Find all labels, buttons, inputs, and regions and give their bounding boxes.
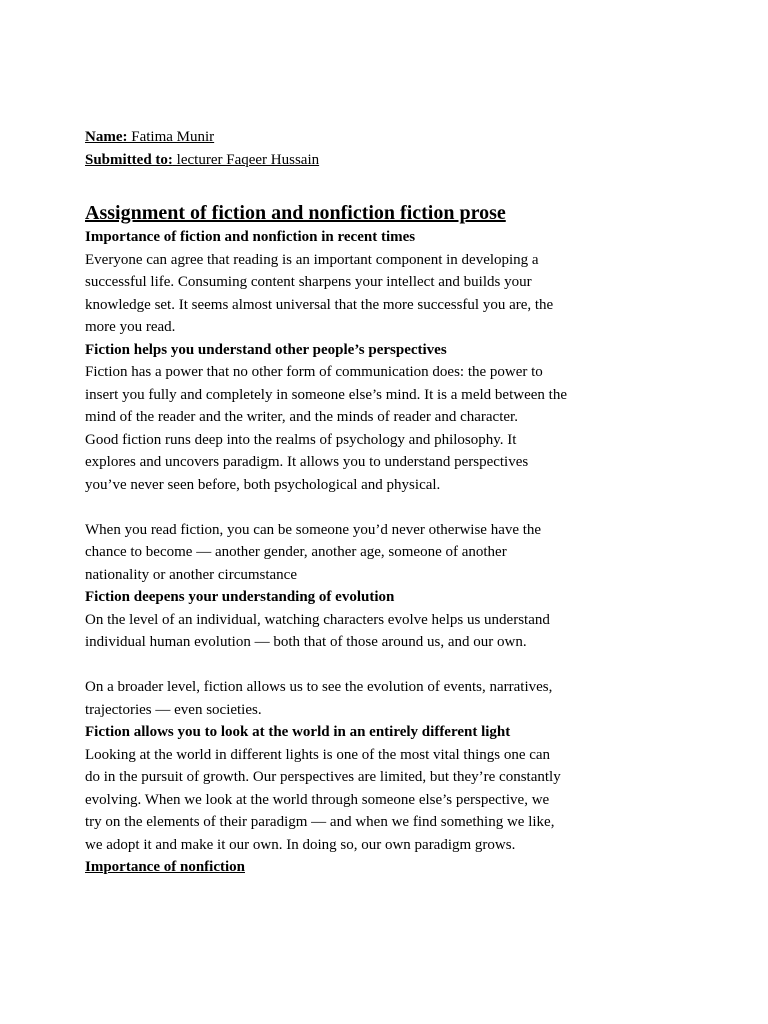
paragraph-line: mind of the reader and the writer, and the minds of reader and character.: [85, 409, 518, 425]
submitted-to-line: [85, 149, 645, 172]
paragraph-line: more you read.: [85, 319, 176, 335]
submitted-label: Submitted to:: [85, 151, 173, 168]
heading-evolution: Fiction deepens your understanding of evolution: [85, 589, 395, 605]
paragraph-broader-level: [85, 676, 645, 721]
heading-different-light: Fiction allows you to look at the world in an entirely different light: [85, 724, 511, 740]
blank-line: [85, 654, 645, 677]
paragraph-line: Fiction has a power that no other form of communication does: the power to: [85, 364, 543, 380]
heading-importance-recent: Importance of fiction and nonfiction in recent times: [85, 229, 416, 245]
paragraph-line: we adopt it and make it our own. In doing so, our own paradigm grows.: [85, 836, 516, 853]
heading-nonfiction: Importance of nonfiction: [85, 859, 245, 875]
paragraph-line: individual human evolution — both that of those around us, and our own.: [85, 634, 527, 650]
name-value: Fatima Munir: [127, 129, 215, 145]
paragraph-line: explores and uncovers paradigm. It allows you to understand perspectives: [85, 454, 529, 470]
paragraph-line: Looking at the world in different lights is one of the most vital things one can: [85, 746, 551, 763]
paragraph-line: trajectories — even societies.: [85, 701, 262, 718]
paragraph-read-fiction: [85, 519, 645, 587]
paragraph-line: do in the pursuit of growth. Our perspectives are limited, but they’re constantly: [85, 769, 561, 785]
student-name-line: [85, 126, 645, 149]
submitted-value: lecturer Faqeer Hussain: [172, 151, 320, 168]
paragraph-line: Good fiction runs deep into the realms of psychology and philosophy. It: [85, 431, 517, 448]
paragraph-line: evolving. When we look at the world through someone else’s perspective, we: [85, 791, 550, 808]
paragraph-individual-level: [85, 609, 645, 654]
paragraph-line: On the level of an individual, watching characters evolve helps us understand: [85, 611, 550, 628]
paragraph-line: try on the elements of their paradigm — and when we find something we like,: [85, 814, 555, 830]
paragraph-good-fiction: [85, 429, 645, 497]
paragraph-reading-success: [85, 249, 645, 339]
paragraph-fiction-power: [85, 361, 645, 429]
paragraph-line: successful life. Consuming content sharpens your intellect and builds your: [85, 274, 532, 290]
document-body: [85, 126, 645, 879]
paragraph-different-lights: [85, 744, 645, 857]
paragraph-line: nationality or another circumstance: [85, 566, 297, 583]
paragraph-line: Everyone can agree that reading is an important component in developing a: [85, 251, 539, 268]
paragraph-line: insert you fully and completely in someone else’s mind. It is a meld between the: [85, 386, 567, 403]
paragraph-line: When you read fiction, you can be someone you’d never otherwise have the: [85, 521, 542, 538]
heading-perspectives: Fiction helps you understand other people’s perspectives: [85, 341, 447, 358]
document-title: Assignment of fiction and nonfiction fiction prose: [85, 202, 506, 224]
name-label: Name:: [85, 129, 128, 145]
paragraph-line: you’ve never seen before, both psychological and physical.: [85, 476, 441, 493]
blank-line: [85, 496, 645, 519]
paragraph-line: On a broader level, fiction allows us to see the evolution of events, narratives,: [85, 679, 553, 695]
paragraph-line: knowledge set. It seems almost universal that the more successful you are, the: [85, 296, 554, 313]
paragraph-line: chance to become — another gender, another age, someone of another: [85, 544, 507, 560]
